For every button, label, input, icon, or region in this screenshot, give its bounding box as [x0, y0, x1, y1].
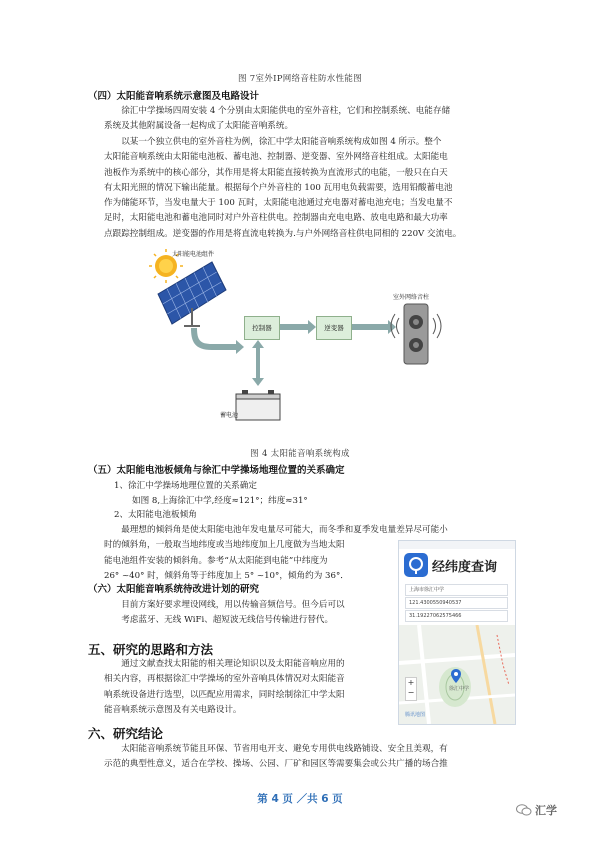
text-line: 通过文献查找太阳能的相关理论知识以及太阳能音响应用的	[121, 659, 345, 669]
part-6-heading: 六、研究结论	[88, 726, 164, 741]
inverter-box: 逆变器	[316, 316, 352, 340]
location-pin-icon	[451, 669, 461, 683]
text-line: 目前方案好要求埋设网线，用以传输音频信号。但今后可以	[121, 600, 345, 610]
section-5-item-1: 1、徐汇中学操场地理位置的关系确定	[114, 481, 257, 491]
latitude-field[interactable]: 31.19227062575466	[405, 610, 508, 622]
battery-label: 蓄电池	[220, 412, 239, 419]
speaker-label: 室外网络音柱	[393, 294, 430, 301]
map-status-bar	[399, 541, 515, 549]
zoom-out-button[interactable]: −	[407, 688, 415, 697]
text-line: 足时，太阳能电池和蓄电池同时对户外音柱供电。控制器由充电电路、放电电路和最大功率	[104, 213, 448, 224]
coordinate-map-screenshot	[398, 540, 516, 725]
map-view[interactable]	[399, 625, 515, 724]
map-place-label: 徐汇中学	[449, 686, 470, 692]
solar-panel-label: 太阳能电池组件	[172, 251, 215, 258]
part-5-heading: 五、研究的思路和方法	[88, 642, 214, 657]
text-line: 池板作为系统中的核心部分，其作用是将太阳能直接转换为直流形式的电能，一般只在白天	[104, 167, 448, 178]
text-line: 系统及其他附属设备一起构成了太阳能音响系统。	[104, 121, 294, 132]
text-line: 最理想的倾斜角是使太阳能电池年发电量尽可能大，而冬季和夏季发电量差异尽可能小	[121, 525, 448, 535]
text-line: 太阳能音响系统由太阳能电池板、蓄电池、控制器、逆变器、室外网络音柱组成。太阳能电	[104, 152, 448, 163]
flow-arrows	[191, 320, 396, 386]
footer-brand-name: 汇学	[535, 804, 557, 817]
section-5-heading: （五）太阳能电池板倾角与徐汇中学操场地理位置的关系确定	[88, 465, 345, 476]
battery-icon	[236, 390, 280, 420]
text-line: 26° ~40° 时，倾斜角等于纬度加上 5° ~10°，倾角约为 36°．	[104, 570, 349, 581]
part-5-para	[104, 657, 345, 718]
figure-7-caption: 图 7室外IP网络音柱防水性能图	[238, 74, 362, 84]
text-line: 考虑蓝牙、无线 WiFi、超短波无线信号传输进行替代。	[121, 615, 334, 626]
address-field[interactable]: 上海市徐汇中学	[405, 584, 508, 596]
text-line: 能音响系统示意图及有关电路设计。	[104, 704, 242, 715]
figure-4-caption: 图 4 太阳能音响系统构成	[250, 449, 350, 459]
text-line: 太阳能音响系统节能且环保、节省用电开支、避免专用供电线路铺设、安全且美观，有	[121, 744, 448, 754]
section-6-para	[104, 598, 345, 629]
section-5-para	[104, 523, 448, 584]
section-4-para-2	[104, 135, 524, 242]
longitude-field[interactable]: 121.4300550940537	[405, 597, 508, 609]
text-line: 有太阳光照的情况下输出能量。根据每个户外音柱的 100 瓦用电负载需要，选用铅酸蓄电池	[104, 182, 453, 193]
diagram-graphics	[140, 244, 480, 434]
text-line: 能电池组件安装的倾斜角。参考“从太阳能到电能”中纬度为	[104, 555, 328, 566]
wechat-icon	[516, 804, 532, 816]
section-4-para-1	[104, 104, 524, 135]
zoom-in-button[interactable]: +	[407, 678, 415, 687]
controller-box: 控制器	[244, 316, 280, 340]
text-line: 响系统设备进行选型，以匹配应用需求，同时绘制徐汇中学太阳	[104, 689, 345, 700]
text-line: 徐汇中学操场四周安装 4 个分别由太阳能供电的室外音柱，它们和控制系统、电能存储	[121, 106, 451, 116]
text-line: 示范的典型性意义，适合在学校、操场、公园、厂矿和园区等需要集会或公共广播的场合推	[104, 759, 448, 770]
text-line: 作为储能环节，当发电量大于 100 瓦时，太阳能电池通过充电器对蓄电池充电；当发电量不	[104, 198, 453, 209]
text-line: 以某一个独立供电的室外音柱为例，徐汇中学太阳能音响系统构成如图 4 所示。整个	[121, 137, 442, 147]
app-title: 经纬度查询	[432, 560, 498, 575]
zoom-controls	[405, 677, 417, 701]
section-6-heading: （六）太阳能音响系统待改进计划的研究	[88, 584, 260, 595]
page-number: 第 4 页 ／共 6 页	[257, 793, 343, 805]
section-4-heading: （四）太阳能音响系统示意图及电路设计	[88, 91, 260, 102]
text-line: 点跟踪控制组成。逆变器的作用是将直流电转换为.与户外网络音柱供电同相的 220V 交流电。	[104, 228, 462, 239]
footer-brand	[516, 802, 557, 818]
section-5-item-1-detail: 如图 8,上海徐汇中学,经度≈121°；纬度≈31°	[132, 496, 308, 506]
system-diagram	[140, 244, 480, 434]
section-5-item-2: 2、太阳能电池板倾角	[114, 510, 197, 520]
speaker-icon	[391, 304, 441, 364]
part-6-para	[104, 742, 448, 773]
app-icon	[404, 553, 428, 577]
text-line: 时的倾斜角，一般取当地纬度或当地纬度加上几度做为当地太阳	[104, 540, 345, 551]
text-line: 相关内容，再根据徐汇中学操场的室外音响具体情况对太阳能音	[104, 674, 345, 685]
map-brand: 腾讯地图	[405, 712, 426, 718]
